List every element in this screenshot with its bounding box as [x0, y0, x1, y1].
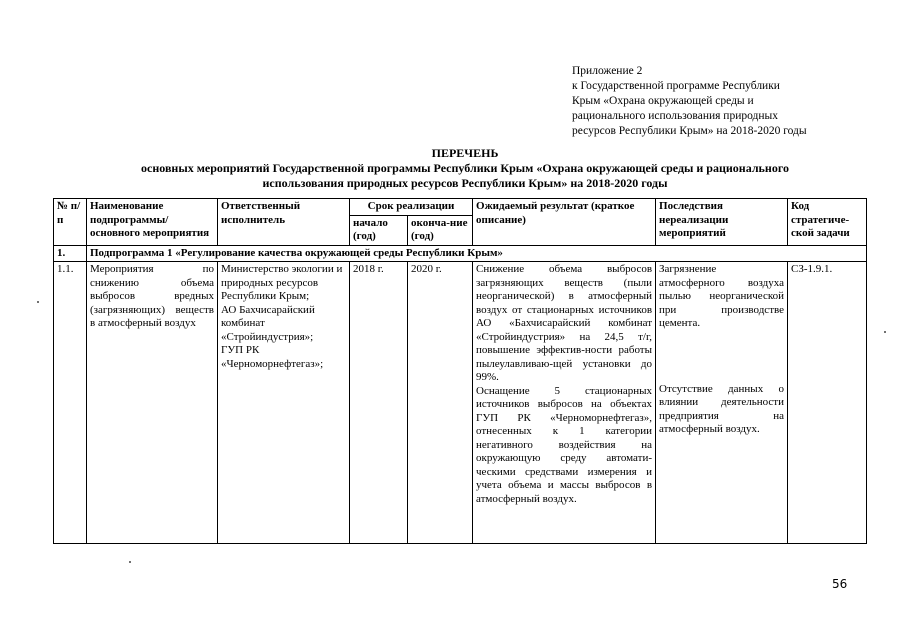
- measures-table: [53, 198, 867, 544]
- result-item: Оснащение 5 стационарных источников выбросов на объектах ГУП РК «Черноморнефтегаз», отнесенных к 1 категории негативного воздействия на окружающую среду автомати-ческими средствами измерения и учета объема и массы выбросов в атмосферный воздух.: [476, 384, 653, 505]
- row-consequences: [656, 262, 788, 544]
- spacer: [659, 357, 784, 370]
- spacer: [659, 331, 784, 344]
- scan-speck: [884, 331, 886, 333]
- scan-speck: [37, 301, 39, 303]
- row-end: 2020 г.: [408, 262, 473, 544]
- header-num: № п/п: [54, 199, 87, 246]
- row-name: Мероприятия по снижению объема выбросов вредных (загрязняющих) веществ в атмосферный воздух: [87, 262, 218, 544]
- appendix-note: [572, 64, 872, 139]
- header-consequences: Последствия нереализации мероприятий: [656, 199, 788, 246]
- section-num: 1.: [54, 245, 87, 262]
- header-name: Наименование подпрограммы/ основного мероприятия: [87, 199, 218, 246]
- table-header-row: [54, 199, 867, 216]
- header-term: Срок реализации: [350, 199, 473, 216]
- document-title: [60, 146, 870, 191]
- appendix-line: Приложение 2: [572, 65, 643, 77]
- section-title: Подпрограмма 1 «Регулирование качества окружающей среды Республики Крым»: [87, 245, 867, 262]
- table-row: [54, 262, 867, 544]
- title-line: использования природных ресурсов Республики Крым» на 2018-2020 годы: [262, 176, 668, 190]
- executor-item: ГУП РК «Черноморнефтегаз»;: [221, 344, 324, 370]
- row-executor: [218, 262, 350, 544]
- header-result: Ожидаемый результат (краткое описание): [473, 199, 656, 246]
- title-heading: ПЕРЕЧЕНЬ: [431, 146, 499, 160]
- executor-item: Министерство экологии и природных ресурсов Республики Крым;: [221, 263, 343, 302]
- row-code: СЗ-1.9.1.: [788, 262, 867, 544]
- appendix-line: рационального использования природных: [572, 110, 779, 122]
- header-start: начало (год): [350, 215, 408, 245]
- header-code: Код стратегиче-ской задачи: [788, 199, 867, 246]
- consequence-item: Загрязнение атмосферного воздуха пылью неорганической при производстве цемента.: [659, 263, 785, 329]
- header-executor: Ответственный исполнитель: [218, 199, 350, 246]
- appendix-line: ресурсов Республики Крым» на 2018-2020 годы: [572, 125, 807, 137]
- row-num: 1.1.: [54, 262, 87, 544]
- title-line: основных мероприятий Государственной программы Республики Крым «Охрана окружающей среды и рационального: [141, 161, 789, 175]
- spacer: [659, 370, 784, 383]
- header-end: оконча-ние (год): [408, 215, 473, 245]
- section-row: [54, 245, 867, 262]
- scan-speck: [129, 561, 131, 563]
- consequence-item: Отсутствие данных о влиянии деятельности предприятия на атмосферный воздух.: [659, 382, 785, 435]
- page-number: 56: [832, 577, 848, 591]
- spacer: [659, 344, 784, 357]
- appendix-line: Крым «Охрана окружающей среды и: [572, 95, 754, 107]
- appendix-line: к Государственной программе Республики: [572, 80, 780, 92]
- result-item: Снижение объема выбросов загрязняющих веществ (пыли неорганической) в атмосферный воздух от стационарных источников АО «Бахчисарайский комбинат «Стройиндустрия» на 24,5 т/г, повышение эффектив-ности работы пылеулавливаю-щей установки до 99%.: [476, 263, 653, 383]
- row-start: 2018 г.: [350, 262, 408, 544]
- row-result: [473, 262, 656, 544]
- executor-item: АО Бахчисарайский комбинат «Стройиндустрия»;: [221, 303, 315, 343]
